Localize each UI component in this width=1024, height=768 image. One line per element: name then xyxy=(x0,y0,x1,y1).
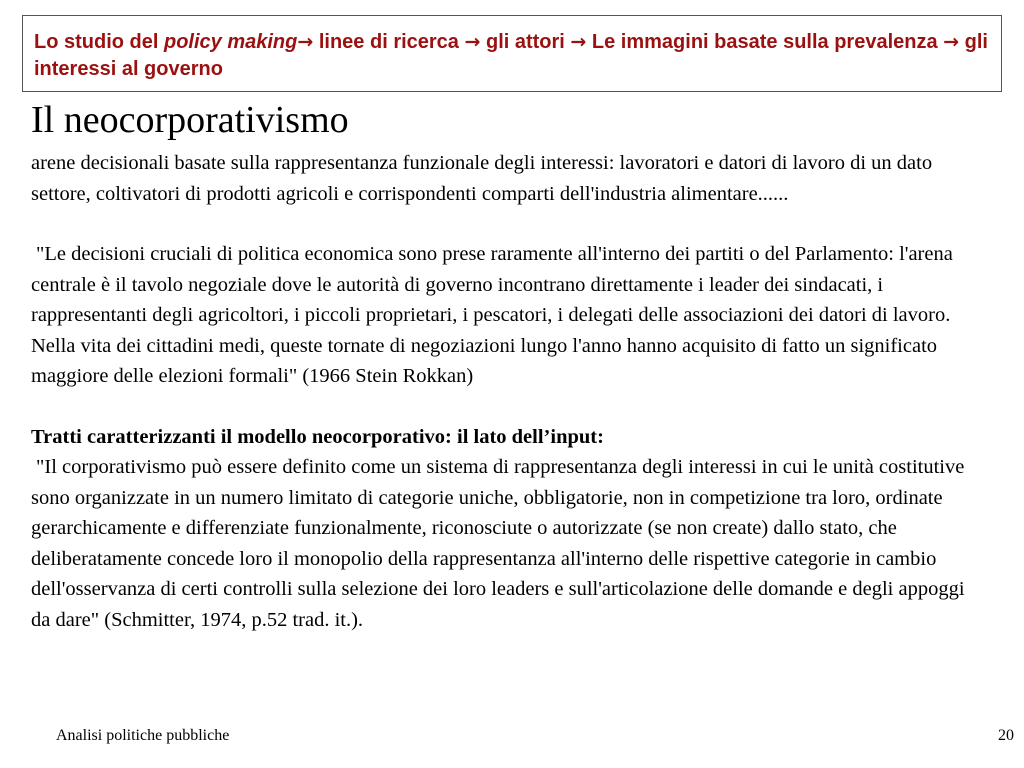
section-heading: Tratti caratterizzanti il modello neocorporativo: il lato dell’input: xyxy=(31,425,604,448)
header-text-part6: gli interessi al governo xyxy=(34,31,988,80)
header-text-part3: linee di ricerca xyxy=(313,31,465,53)
slide-body xyxy=(31,148,976,635)
arrow-right-icon: → xyxy=(943,31,960,53)
header-text-italic: policy making xyxy=(164,31,298,53)
footer-page-number: 20 xyxy=(998,727,1014,744)
intro-paragraph: arene decisionali basate sulla rappresentanza funzionale degli interessi: lavoratori e datori di lavoro di un dato settore, coltivatori di prodotti agricoli e corrispondenti comparti dell'industria alimentare...... xyxy=(31,152,933,205)
footer-course-name: Analisi politiche pubbliche xyxy=(56,727,230,744)
rokkan-quote-paragraph: "Le decisioni cruciali di politica economica sono prese raramente all'interno dei partiti o del Parlamento: l'arena centrale è il tavolo negoziale dove le autorità di governo incontrano direttamente i leader dei sindacati, i rappresentanti degli agricoltori, i piccoli proprietari, i pescatori, i delegati delle associazioni dei datori di lavoro. Nella vita dei cittadini medi, queste tornate di negoziazioni lungo l'anno hanno acquisito di fatto un significato maggiore delle elezioni formali" (1966 Stein Rokkan) xyxy=(31,243,953,387)
slide-header-box xyxy=(22,15,1002,92)
paragraph-spacer xyxy=(31,209,976,239)
schmitter-quote-paragraph: "Il corporativismo può essere definito come un sistema di rappresentanza degli interessi in cui le unità costitutive sono organizzate in un numero limitato di categorie uniche, obbligatorie, non in competizione tra loro, ordinate gerarchicamente e differenziate funzionalmente, riconosciute o autorizzate (se non create) dallo stato, che deliberatamente concede loro il monopolio della rappresentanza all'interno delle rispettive categorie in cambio dell'osservanza di certi controlli sulla selezione dei loro leaders e sull'articolazione delle domande e degli appoggi da dare" (Schmitter, 1974, p.52 trad. it.). xyxy=(31,456,965,631)
header-text-part5: Le immagini basate sulla prevalenza xyxy=(586,31,944,53)
arrow-right-icon: → xyxy=(297,31,314,53)
header-text-part4: gli attori xyxy=(480,31,571,53)
paragraph-spacer xyxy=(31,392,976,422)
arrow-right-icon: → xyxy=(464,31,481,53)
header-text-part1: Lo studio del xyxy=(34,31,164,53)
slide-title: Il neocorporativismo xyxy=(31,99,349,141)
arrow-right-icon: → xyxy=(570,31,587,53)
